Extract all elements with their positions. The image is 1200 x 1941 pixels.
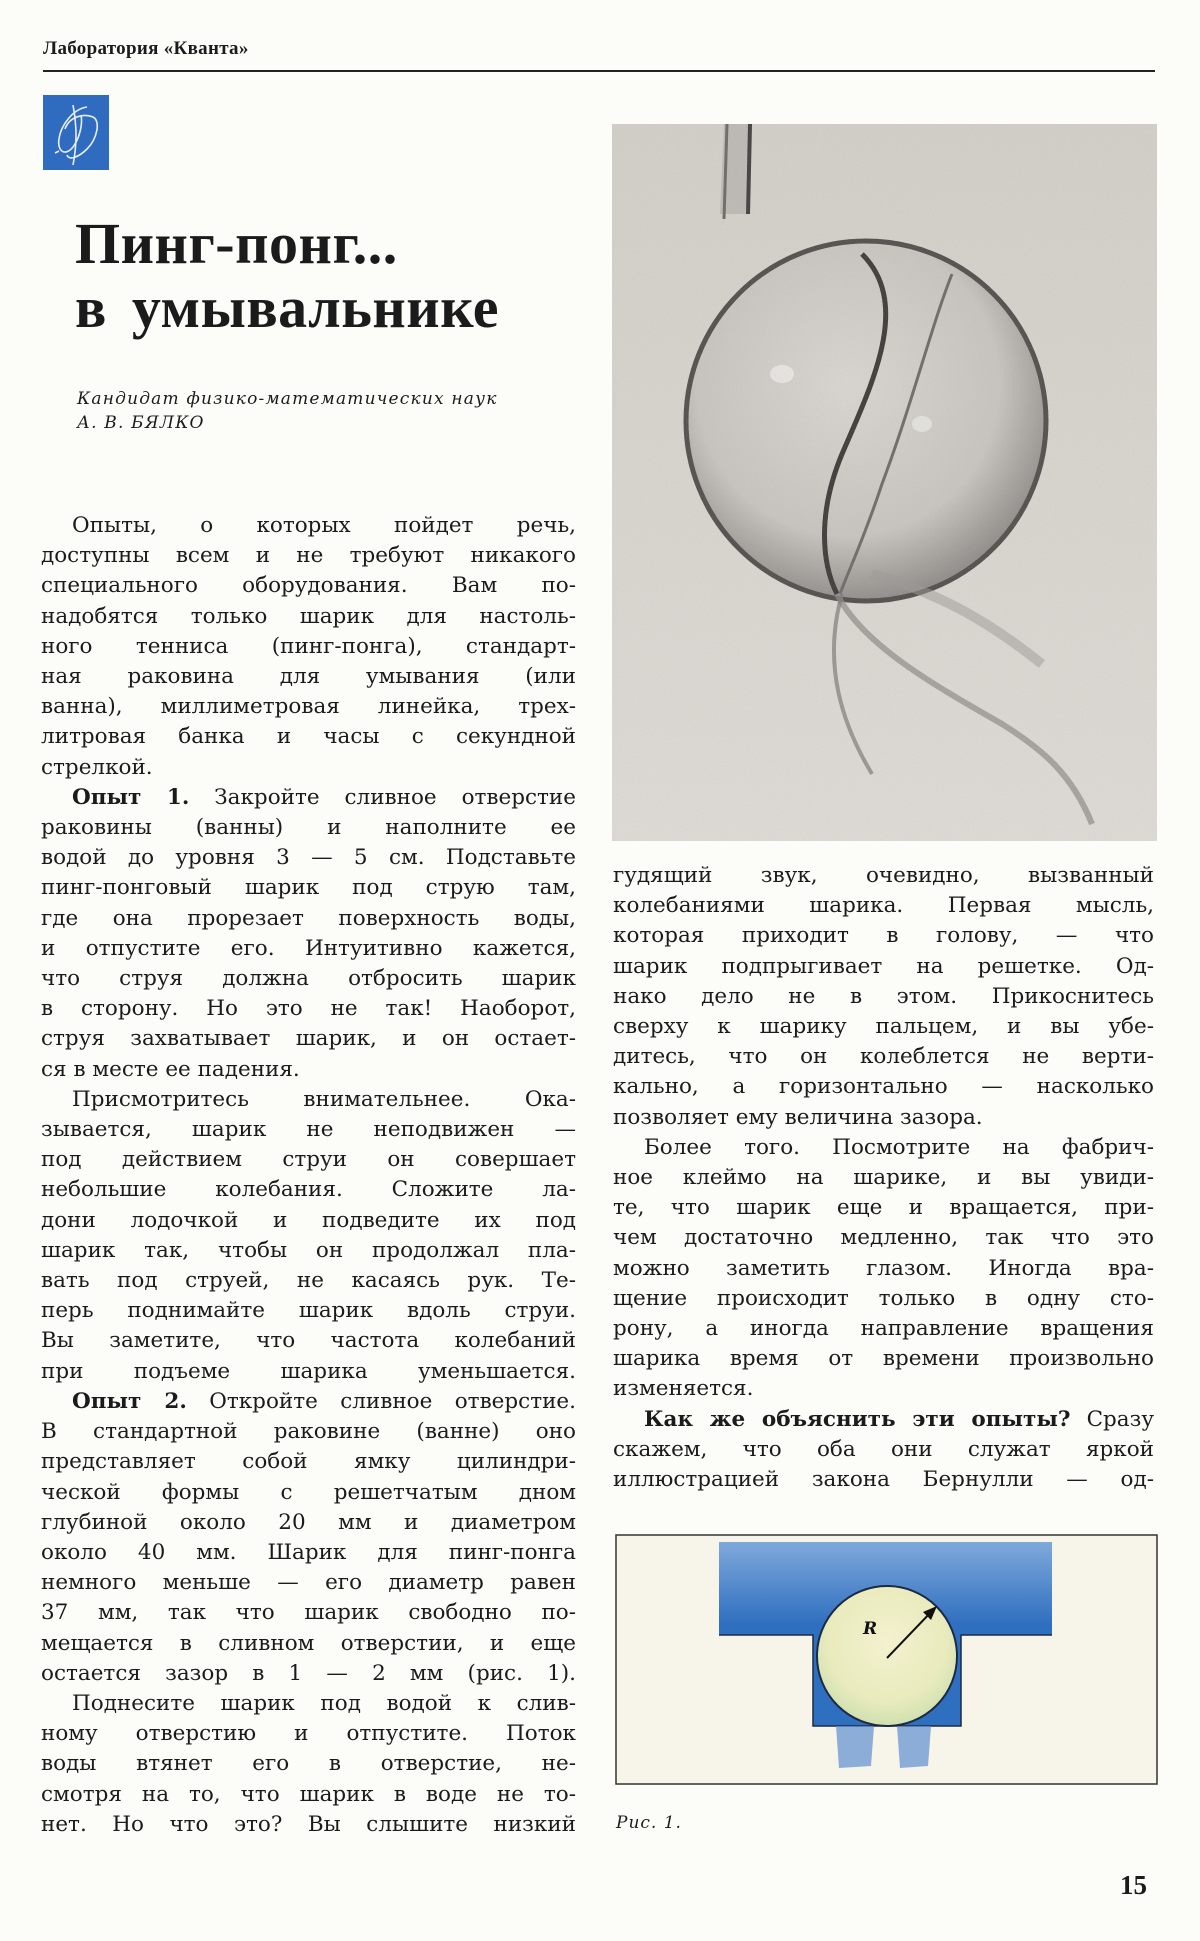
line-text: ного тенниса (пинг-понга), стандарт-: [41, 633, 576, 659]
text-line: [41, 1115, 576, 1145]
paragraph-lead: Как же объяснить эти опыты?: [644, 1406, 1071, 1432]
text-line: [613, 1405, 1154, 1435]
line-text: скажем, что оба они служат яркой: [613, 1436, 1154, 1462]
water-drip: [897, 1726, 931, 1768]
line-text: надобятся только шарик для настоль-: [41, 603, 576, 629]
line-text: зывается, шарик не неподвижен —: [41, 1117, 576, 1143]
text-line: [41, 1145, 576, 1175]
line-text: немного меньше — его диаметр равен: [41, 1570, 576, 1596]
text-line: [41, 994, 576, 1024]
line-text: шарик так, чтобы он продолжал пла-: [41, 1237, 576, 1263]
logo-monogram-icon: [43, 95, 109, 170]
line-text: которая приходит в голову, — что: [613, 923, 1154, 949]
line-text: иллюстрацией закона Бернулли — од-: [613, 1467, 1154, 1493]
line-text: Более того. Посмотрите на фабрич-: [644, 1134, 1154, 1160]
text-line: [41, 1085, 576, 1115]
text-line: [41, 1417, 576, 1447]
header-rule: [43, 70, 1155, 72]
text-line: [613, 861, 1154, 891]
figure-1-diagram: [615, 1534, 1158, 1785]
text-line: [613, 1374, 1154, 1404]
text-line: [41, 1568, 576, 1598]
line-text: стрелкой.: [41, 754, 153, 780]
line-text: те, что шарик еще и вращается, при-: [613, 1195, 1154, 1221]
text-line: [41, 722, 576, 752]
text-line: [613, 1435, 1154, 1465]
line-text: и отпустите его. Интуитивно кажется,: [41, 935, 576, 961]
article-title: [75, 212, 499, 340]
text-line: [41, 1598, 576, 1628]
line-text: Откройте сливное отверстие.: [186, 1388, 576, 1414]
text-line: [41, 1508, 576, 1538]
line-text: ся в месте ее падения.: [41, 1056, 300, 1082]
line-text: глубиной около 20 мм и диаметром: [41, 1509, 576, 1535]
text-line: [613, 1193, 1154, 1223]
line-text: щение происходит только в одну сто-: [613, 1285, 1154, 1311]
text-line: [613, 891, 1154, 921]
text-line: [613, 1314, 1154, 1344]
line-text: литровая банка и часы с секундной: [41, 724, 576, 750]
running-header: Лаборатория «Кванта»: [43, 38, 249, 59]
text-line: [613, 982, 1154, 1012]
text-line: [41, 783, 576, 813]
paragraph-lead: Опыт 2.: [72, 1388, 187, 1414]
line-text: шарик подпрыгивает на решетке. Од-: [613, 953, 1154, 979]
kvant-logo: [43, 95, 109, 170]
text-line: [41, 1055, 576, 1085]
text-line: [613, 1465, 1154, 1495]
line-text: смотря на то, что шарик в воде не то-: [41, 1781, 576, 1807]
line-text: перь поднимайте шарик вдоль струи.: [41, 1298, 576, 1324]
line-text: небольшие колебания. Сложите ла-: [41, 1177, 576, 1203]
radius-label: R: [863, 1619, 878, 1639]
line-text: колебаниями шарика. Первая мысль,: [613, 893, 1154, 919]
text-line: [41, 934, 576, 964]
text-line: [613, 1042, 1154, 1072]
text-line: [41, 1478, 576, 1508]
line-text: мещается в сливном отверстии, и еще: [41, 1630, 576, 1656]
paragraph-lead: Опыт 1.: [72, 784, 190, 810]
author-degree: Кандидат физико-математических наук: [77, 389, 498, 409]
line-text: ная раковина для умывания (или: [41, 664, 576, 690]
text-line: [41, 602, 576, 632]
right-column: [613, 861, 1154, 1495]
text-line: [41, 1266, 576, 1296]
line-text: В стандартной раковине (ванне) оно: [41, 1419, 576, 1445]
line-text: представляет собой ямку цилиндри-: [41, 1449, 576, 1475]
text-line: [41, 843, 576, 873]
text-line: [41, 753, 576, 783]
title-line-1: Пинг-понг...: [75, 211, 398, 276]
text-line: [41, 1659, 576, 1689]
text-line: [41, 1387, 576, 1417]
page-number: 15: [1120, 1870, 1147, 1900]
line-text: специального оборудования. Вам по-: [41, 573, 576, 599]
text-line: [41, 541, 576, 571]
line-text: в сторону. Но это не так! Наоборот,: [41, 996, 576, 1022]
text-line: [41, 1689, 576, 1719]
text-line: [41, 904, 576, 934]
text-line: [41, 1447, 576, 1477]
text-line: [41, 662, 576, 692]
text-line: [41, 873, 576, 903]
text-line: [41, 1719, 576, 1749]
line-text: шарика время от времени произвольно: [613, 1346, 1154, 1372]
line-text: вать под струей, не касаясь рук. Те-: [41, 1268, 576, 1294]
left-column: [41, 511, 576, 1840]
line-text: кально, а горизонтально — насколько: [613, 1074, 1154, 1100]
line-text: раковины (ванны) и наполните ее: [41, 815, 576, 841]
line-text: при подъеме шарика уменьшается.: [41, 1358, 576, 1384]
line-text: Вы заметите, что частота колебаний: [41, 1328, 576, 1354]
line-text: изменяется.: [613, 1376, 754, 1402]
text-line: [41, 1780, 576, 1810]
line-text: ческой формы с решетчатым дном: [41, 1479, 576, 1505]
line-text: можно заметить глазом. Иногда вра-: [613, 1255, 1154, 1281]
line-text: струя захватывает шарик, и он остает-: [41, 1026, 576, 1052]
line-text: дитесь, что он колеблется не верти-: [613, 1044, 1154, 1070]
line-text: нако дело не в этом. Прикоснитесь: [613, 983, 1154, 1009]
line-text: рону, а иногда направление вращения: [613, 1316, 1154, 1342]
line-text: чем достаточно медленно, так что это: [613, 1225, 1154, 1251]
line-text: позволяет ему величина зазора.: [613, 1104, 983, 1130]
line-text: пинг-понговый шарик под струю там,: [41, 875, 576, 901]
text-line: [41, 511, 576, 541]
text-line: [41, 1296, 576, 1326]
line-text: сверху к шарику пальцем, и вы убе-: [613, 1014, 1154, 1040]
line-text: 37 мм, так что шарик свободно по-: [41, 1600, 576, 1626]
line-text: гудящий звук, очевидно, вызванный: [613, 863, 1154, 888]
line-text: дони лодочкой и подведите их под: [41, 1207, 576, 1233]
author-block: [77, 387, 498, 435]
line-text: нет. Но что это? Вы слышите низкий: [41, 1811, 576, 1837]
text-line: [613, 1163, 1154, 1193]
text-line: [613, 1284, 1154, 1314]
line-text: Присмотритесь внимательнее. Ока-: [72, 1086, 576, 1112]
text-line: [613, 921, 1154, 951]
text-line: [613, 1012, 1154, 1042]
line-text: остается зазор в 1 — 2 мм (рис. 1).: [41, 1660, 576, 1686]
text-line: [41, 1236, 576, 1266]
text-line: [41, 692, 576, 722]
line-text: доступны всем и не требуют никакого: [41, 543, 576, 569]
text-line: [613, 1072, 1154, 1102]
text-line: [41, 813, 576, 843]
text-line: [613, 1223, 1154, 1253]
line-text: ному отверстию и отпустите. Поток: [41, 1721, 576, 1747]
text-line: [613, 1344, 1154, 1374]
photo-ball-in-stream: [612, 124, 1157, 841]
line-text: водой до уровня 3 — 5 см. Подставьте: [41, 845, 576, 871]
text-line: [41, 1206, 576, 1236]
text-line: [41, 1629, 576, 1659]
text-line: [41, 1175, 576, 1205]
line-text: воды втянет его в отверстие, не-: [41, 1751, 576, 1777]
text-line: [41, 1326, 576, 1356]
text-line: [613, 952, 1154, 982]
text-line: [41, 1810, 576, 1840]
text-line: [41, 1538, 576, 1568]
line-text: Сразу: [1070, 1406, 1154, 1432]
line-text: Опыты, о которых пойдет речь,: [72, 513, 576, 538]
line-text: ванна), миллиметровая линейка, трех-: [41, 694, 576, 720]
title-line-2: в умывальнике: [75, 275, 499, 340]
author-name: А. В. БЯЛКО: [77, 413, 205, 433]
line-text: Закройте сливное отверстие: [189, 784, 576, 810]
text-line: [613, 1133, 1154, 1163]
text-line: [41, 1749, 576, 1779]
line-text: около 40 мм. Шарик для пинг-понга: [41, 1539, 576, 1565]
line-text: под действием струи он совершает: [41, 1147, 576, 1173]
line-text: Поднесите шарик под водой к слив-: [72, 1690, 576, 1716]
line-text: что струя должна отбросить шарик: [41, 966, 576, 992]
text-line: [613, 1103, 1154, 1133]
text-line: [41, 632, 576, 662]
text-line: [41, 571, 576, 601]
line-text: где она прорезает поверхность воды,: [41, 905, 576, 931]
text-line: [41, 1357, 576, 1387]
text-line: [613, 1254, 1154, 1284]
water-drip: [836, 1726, 874, 1768]
text-line: [41, 964, 576, 994]
text-line: [41, 1024, 576, 1054]
line-text: ное клеймо на шарике, и вы увиди-: [613, 1165, 1154, 1191]
figure-caption: Рис. 1.: [616, 1813, 682, 1833]
